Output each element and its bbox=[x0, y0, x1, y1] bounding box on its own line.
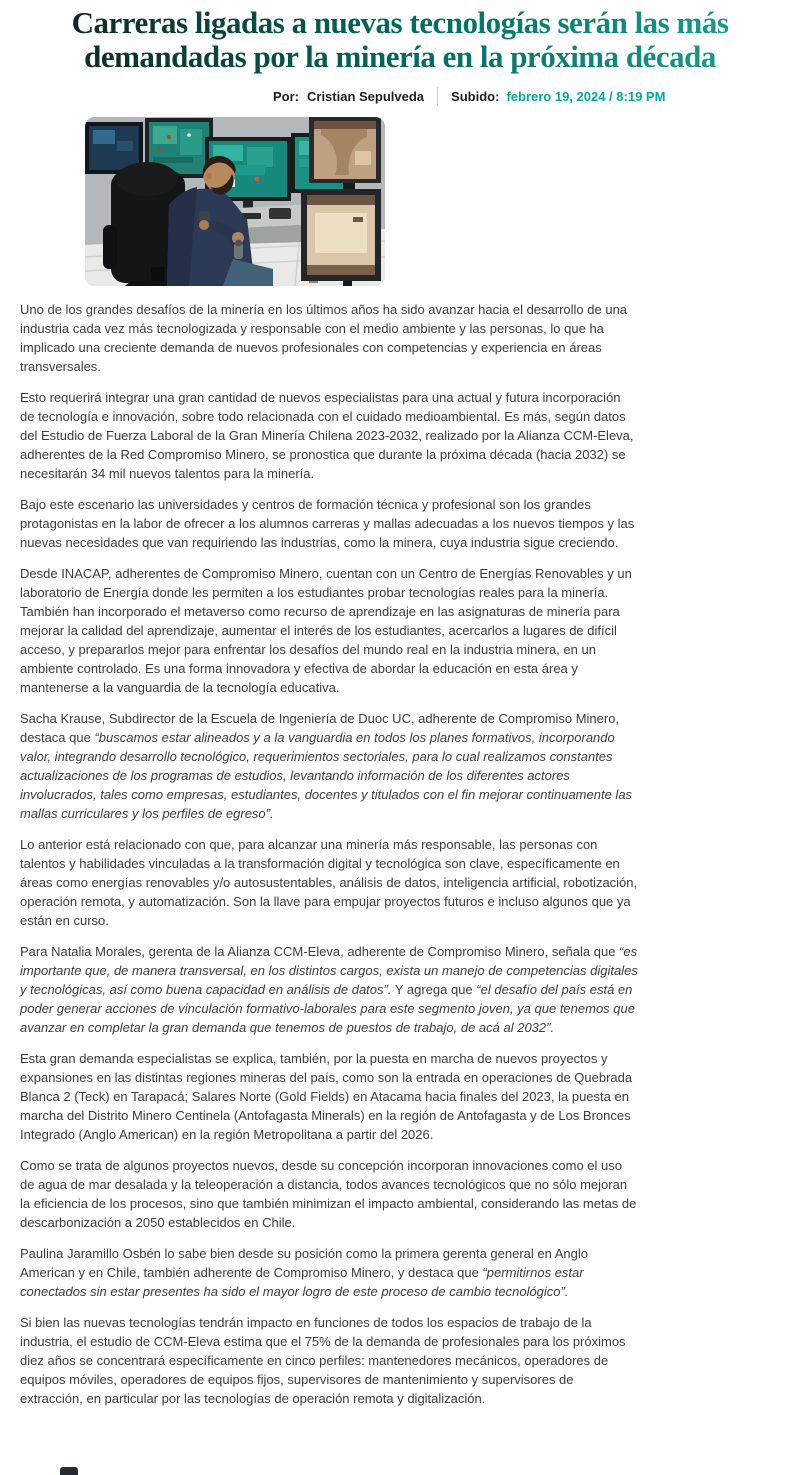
article-paragraph bbox=[20, 835, 638, 930]
body-text: Sacha Krause, Subdirector de la Escuela de Ingeniería de Duoc UC, adherente de Compromiso Minero, destaca que bbox=[20, 711, 620, 745]
quote-text: “es importante que, de manera transversal, en los distintos cargos, exista un manejo de competencias digitales y tecnológicas, así como buena capacidad en análisis de datos”. bbox=[20, 944, 638, 997]
article-page bbox=[0, 6, 800, 1475]
headline-line: Carreras ligadas a nuevas tecnologías serán las más bbox=[10, 6, 790, 40]
body-text: Esta gran demanda especialistas se explica, también, por la puesta en marcha de nuevos proyectos y expansiones en las distintas regiones mineras del país, como son la entrada en operaciones de Quebrada Blanca 2 (Teck) en Tarapacá; Salares Norte (Gold Fields) en Atacama hacia finales del 2023, la puesta en marcha del Distrito Minero Centinela (Antofagasta Minerals) en la región de Antofagasta y de Los Bronces Integrado (Anglo American) en la región Metropolitana a partir del 2026. bbox=[20, 1051, 633, 1142]
article-paragraph bbox=[20, 942, 638, 1037]
headline-line: demandadas por la minería en la próxima década bbox=[10, 40, 790, 74]
article-paragraph bbox=[20, 1313, 638, 1408]
body-text: Esto requerirá integrar una gran cantidad de nuevos especialistas para una actual y futura incorporación de tecnología e innovación, sobre todo relacionada con el cuidado medioambiental. Es más, según datos del Estudio de Fuerza Laboral de la Gran Minería Chilena 2023-2032, realizado por la Alianza CCM-Eleva, adherentes de la Red Compromiso Minero, se pronostica que durante la próxima década (hacia 2032) se necesitarán 34 mil nuevos talentos para la minería. bbox=[20, 390, 634, 481]
body-text: Uno de los grandes desafíos de la minería en los últimos años ha sido avanzar hacia el desarrollo de una industria cada vez más tecnologizada y responsable con el medio ambiente y las personas, lo que ha implicado una creciente demanda de nuevos profesionales con competencias y experiencia en áreas transversales. bbox=[20, 302, 628, 374]
body-text: Lo anterior está relacionado con que, para alcanzar una minería más responsable, las personas con talentos y habilidades vinculadas a la transformación digital y tecnológica son clave, específicamente en áreas como energías renovables y/o autosustentables, análisis de datos, inteligencia artificial, robotización, operación remota, y automatización. Son la llave para empujar proyectos futuros e incluso algunos que ya están en curso. bbox=[20, 837, 638, 928]
quote-text: “el desafío del país está en poder generar acciones de vinculación formativo-laborales para este segmento joven, ya que tenemos que avanzar en completar la gran demanda que tenemos de puestos de trabajo, de acá al 2032”. bbox=[20, 982, 635, 1035]
hero-image bbox=[85, 117, 385, 286]
byline-por-label: Por: bbox=[273, 89, 299, 104]
article-paragraph bbox=[20, 1156, 638, 1232]
article-paragraph bbox=[20, 388, 638, 483]
article-body bbox=[20, 300, 638, 1408]
body-text: Paulina Jaramillo Osbén lo sabe bien desde su posición como la primera gerenta general en Anglo American y en Chile, también adherente de Compromiso Minero, y destaca que bbox=[20, 1246, 589, 1280]
article-paragraph bbox=[20, 1049, 638, 1144]
body-text: Bajo este escenario las universidades y centros de formación técnica y profesional son los grandes protagonistas en la labor de ofrecer a los alumnos carreras y mallas adecuadas a los nuevos tiempos y las nuevas necesidades que van requiriendo las industrias, como la minera, cuya industria sigue creciendo. bbox=[20, 497, 635, 550]
body-text: Como se trata de algunos proyectos nuevos, desde su concepción incorporan innovaciones como el uso de agua de mar desalada y la teleoperación a distancia, todos avances tecnológicos que no sólo mejoran la eficiencia de los procesos, sino que también minimizan el impacto ambiental, considerando las metas de descarbonización a 2050 establecidos en Chile. bbox=[20, 1158, 637, 1230]
body-text: Para Natalia Morales, gerenta de la Alianza CCM-Eleva, adherente de Compromiso Minero, señala que bbox=[20, 944, 620, 959]
body-text: Si bien las nuevas tecnologías tendrán impacto en funciones de todos los espacios de trabajo de la industria, el estudio de CCM-Eleva estima que el 75% de la demanda de profesionales para los próximos diez años se concentrará específicamente en cinco perfiles: mantenedores mecánicos, operadores de equipos móviles, operadores de equipos fijos, supervisores de mantenimiento y supervisores de extracción, en particular por las tecnologías de operación remota y digitalización. bbox=[20, 1315, 626, 1406]
page-title bbox=[10, 6, 790, 74]
byline-date: febrero 19, 2024 / 8:19 PM bbox=[506, 89, 666, 104]
quote-text: “permitirnos estar conectados sin estar presentes ha sido el mayor logro de este proceso de cambio tecnológico”. bbox=[20, 1265, 584, 1299]
byline-subido-label: Subido: bbox=[451, 89, 500, 104]
body-text: Desde INACAP, adherentes de Compromiso Minero, cuentan con un Centro de Energías Renovables y un laboratorio de Energía donde les permiten a los estudiantes probar tecnologías reales para la minería. También han incorporado el metaverso como recurso de aprendizaje en las asignaturas de minería para mejorar la calidad del aprendizaje, aumentar el interés de los estudiantes, acercarlos a lugares de difícil acceso, y prepararlos mejor para enfrentar los desafíos del mundo real en la industria minera, en un ambiente controlado. Es una forma innovadora y efectiva de abordar la educación en esta área y mantenerse a la vanguardia de la tecnología educativa. bbox=[20, 566, 632, 695]
body-text: Y agrega que bbox=[391, 982, 477, 997]
article-paragraph bbox=[20, 564, 638, 697]
article-paragraph bbox=[20, 1244, 638, 1301]
article-paragraph bbox=[20, 709, 638, 823]
partial-element bbox=[60, 1467, 78, 1475]
byline bbox=[273, 87, 800, 106]
quote-text: “buscamos estar alineados y a la vanguardia en todos los planes formativos, incorporando valor, integrando desarrollo tecnológico, requerimientos sectoriales, para lo cual realizamos constantes actualizaciones de los programas de estudios, levantando información de los diferentes actores involucrados, tales como empresas, estudiantes, docentes y titulados con el fin mejorar continuamente las mallas curriculares y los perfiles de egreso”. bbox=[20, 730, 633, 821]
article-paragraph bbox=[20, 300, 638, 376]
byline-author[interactable]: Cristian Sepulveda bbox=[307, 89, 425, 104]
article-paragraph bbox=[20, 495, 638, 552]
byline-divider bbox=[437, 87, 438, 106]
hero-photo-illustration bbox=[85, 117, 385, 286]
